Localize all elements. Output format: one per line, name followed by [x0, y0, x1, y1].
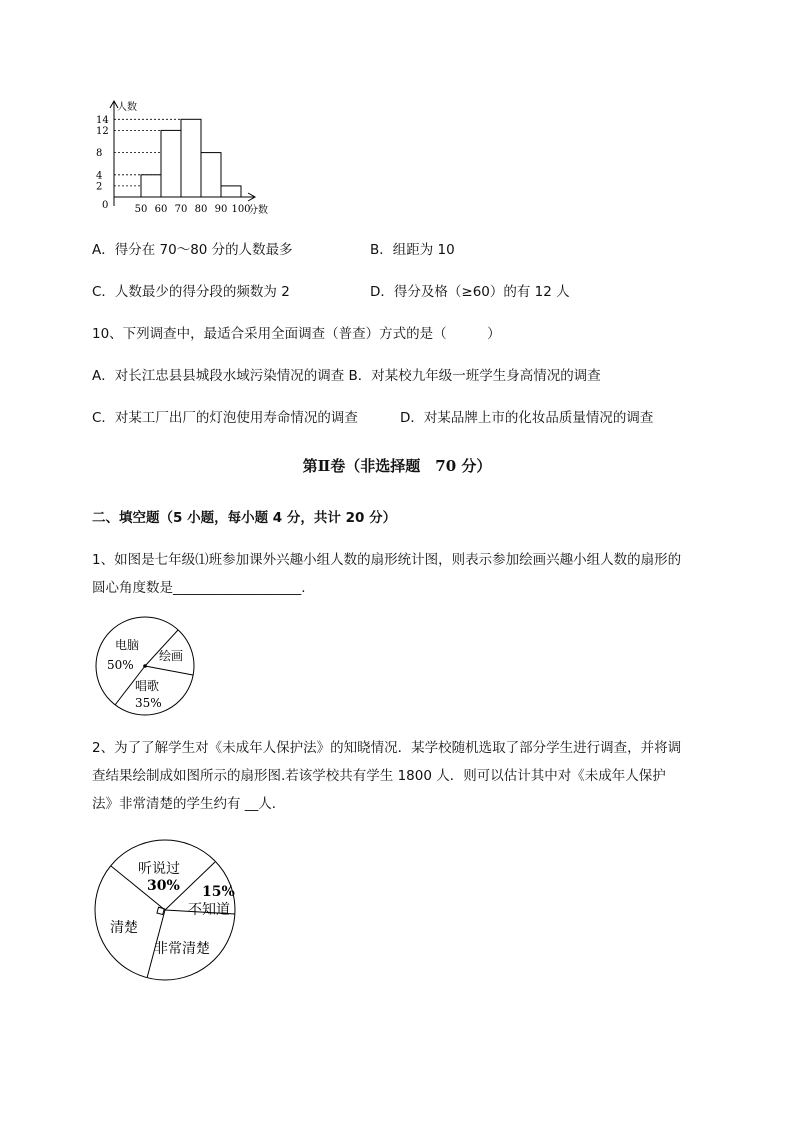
q10-stem: 10、下列调查中，最适合采用全面调查（普查）方式的是（ ）: [92, 326, 501, 342]
fq2-line2: 查结果绘制成如图所示的扇形图.若该学校共有学生 1800 人．则可以估计其中对《未成年人保护: [92, 768, 666, 784]
x-tick-label: 50: [134, 204, 148, 215]
y-tick-label: 8: [96, 148, 103, 160]
pie2-pct-unknown: 15%: [202, 884, 235, 900]
pie2-label-very-clear: 非常清楚: [154, 941, 210, 957]
histogram-bar: [141, 175, 161, 197]
y-axis-label: 人数: [117, 102, 137, 113]
q10-option-c: C．对某工厂出厂的灯泡使用寿命情况的调查: [92, 410, 358, 426]
x-tick-label: 60: [154, 204, 168, 215]
pie2-label-unknown: 不知道: [188, 902, 230, 918]
part-title: 第Ⅱ卷（非选择题 70 分）: [302, 457, 492, 475]
origin-label: 0: [102, 200, 109, 211]
q9-option-d: D．得分及格（≥60）的有 12 人: [370, 284, 570, 300]
x-tick-label: 100: [231, 204, 251, 215]
y-tick-label: 12: [96, 125, 109, 137]
pie2-label-clear: 清楚: [110, 920, 138, 936]
pie1-label-singing: 唱歌: [135, 679, 160, 693]
q9-option-b: B．组距为 10: [370, 242, 455, 258]
y-tick-label: 2: [96, 181, 103, 193]
y-tick-label: 14: [96, 114, 109, 126]
pie2-right-angle-mark: [157, 907, 164, 914]
fq2-line1: 2、为了了解学生对《未成年人保护法》的知晓情况．某学校随机选取了部分学生进行调查，并将调: [92, 740, 682, 756]
pie1-pct-singing: 35%: [135, 696, 162, 710]
x-tick-label: 90: [214, 204, 228, 215]
fq2-line3: 法》非常清楚的学生约有 __人．: [92, 796, 286, 812]
histogram-bar: [181, 119, 201, 197]
pie2-label-heard: 听说过: [138, 861, 180, 877]
q10-option-d: D．对某品牌上市的化妆品质量情况的调查: [400, 410, 654, 426]
section-heading: 二、填空题（5 小题，每小题 4 分，共计 20 分）: [92, 510, 397, 526]
q10-options-ab: A．对长江忠县县城段水域污染情况的调查 B．对某校九年级一班学生身高情况的调查: [92, 368, 601, 384]
histogram-bar: [221, 186, 241, 197]
x-tick-label: 70: [174, 204, 188, 215]
pie1-divider-right: [145, 666, 193, 675]
q9-option-c: C．人数最少的得分段的频数为 2: [92, 284, 290, 300]
law-awareness-pie-chart: [92, 836, 252, 986]
q9-option-a: A．得分在 70～80 分的人数最多: [92, 242, 293, 258]
histogram-bar: [161, 130, 181, 197]
interest-group-pie-chart: [90, 614, 200, 718]
histogram-bar: [201, 153, 221, 197]
pie1-label-computer: 电脑: [115, 638, 140, 652]
pie1-pct-computer: 50%: [107, 658, 134, 672]
x-axis-label: 分数: [248, 205, 268, 216]
pie1-center-dot: [143, 664, 147, 668]
y-tick-label: 4: [96, 170, 103, 182]
pie2-pct-heard: 30%: [147, 878, 180, 894]
pie1-label-painting: 绘画: [159, 649, 184, 663]
score-histogram: [88, 96, 288, 222]
x-tick-label: 80: [194, 204, 208, 215]
fq1-line1: 1、如图是七年级⑴班参加课外兴趣小组人数的扇形统计图，则表示参加绘画兴趣小组人数的扇形的: [92, 552, 682, 568]
fq1-line2: 圆心角度数是___________________.: [92, 580, 306, 596]
